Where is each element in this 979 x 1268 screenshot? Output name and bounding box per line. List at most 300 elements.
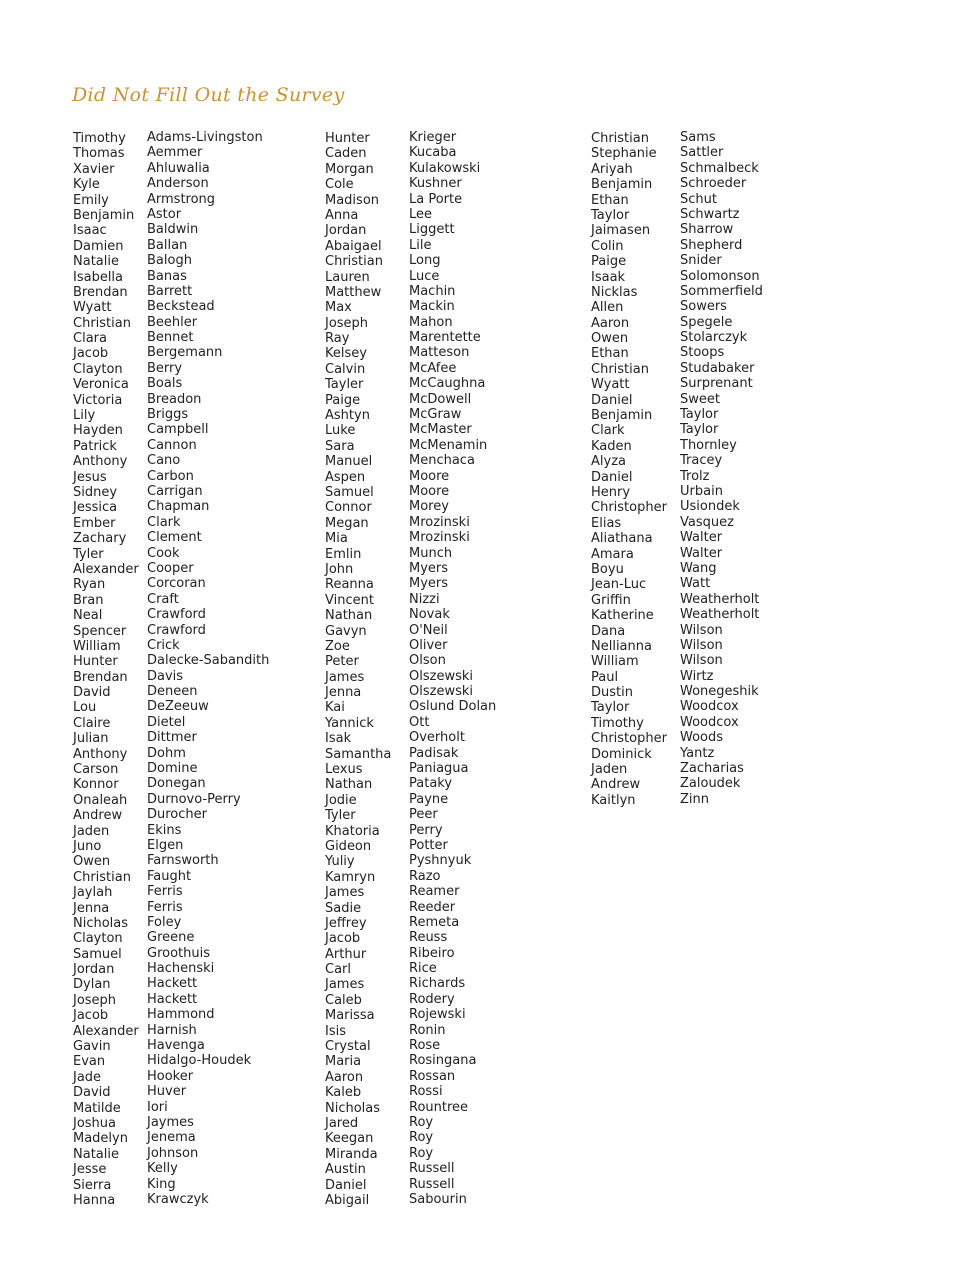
first-name: Sadie [325,900,362,916]
last-name: Kulakowski [409,160,481,176]
first-name: Emily [73,192,109,208]
last-name: Sabourin [409,1191,467,1207]
first-name: Jacob [73,1008,109,1024]
last-name: Stolarczyk [680,330,748,346]
last-name: Sams [680,130,716,145]
last-name: Munch [409,545,453,561]
first-name: Anthony [73,746,128,762]
last-name: Moore [409,483,450,499]
last-name: Woodcox [680,699,739,715]
first-name: Timothy [73,131,126,146]
last-name: Hooker [147,1068,194,1084]
first-name: Ashtyn [325,408,370,424]
last-name: Vasquez [680,514,734,530]
first-name: Wyatt [591,377,630,393]
first-name: Christopher [591,731,667,747]
first-name: Tayler [325,377,364,393]
last-name: Russell [409,1176,455,1192]
first-name: Arthur [325,946,367,962]
last-name: Lile [409,237,432,253]
last-name: King [147,1176,176,1192]
first-name: Max [325,300,352,316]
first-name: Juno [73,838,102,854]
last-name: Astor [147,206,182,222]
last-name: Novak [409,607,450,623]
last-name: Mahon [409,314,453,330]
last-name: Tracey [680,453,723,469]
first-name: Gavyn [325,623,367,639]
first-name: Nathan [325,608,373,624]
last-name: McAfee [409,360,457,376]
first-name: Tyler [325,808,356,824]
first-name: Christian [591,131,649,146]
last-name: Hachenski [147,961,215,977]
first-name: William [73,638,121,654]
last-name: Mrozinski [409,514,470,530]
first-name: Marissa [325,1008,375,1024]
last-name: Rountree [409,1099,469,1115]
last-name: Kelly [147,1161,178,1177]
last-name: Dietel [147,714,186,730]
last-name: Pyshnyuk [409,853,472,869]
last-name: Kucaba [409,145,457,161]
last-name: Woods [680,730,724,746]
first-name: Katherine [591,608,654,624]
column-1-first-names [73,131,139,1208]
last-name: Jaymes [147,1115,194,1130]
first-name: Carl [325,962,351,978]
first-name: Connor [325,500,372,516]
last-name: Ekins [147,822,182,838]
last-name: Banas [147,268,187,284]
first-name: Austin [325,1162,366,1178]
first-name: Ryan [73,577,106,593]
first-name: Daniel [591,469,633,485]
first-name: Jenna [325,685,362,701]
first-name: Peter [325,654,359,670]
last-name: Boals [147,376,183,392]
last-name: Clement [147,530,202,546]
last-name: Rosingana [409,1053,477,1069]
first-name: Joseph [73,992,117,1008]
last-name: Wang [680,560,717,576]
first-name: Benjamin [73,207,135,223]
last-name: Razo [409,868,441,884]
last-name: Stoops [680,345,725,361]
last-name: Deneen [147,684,198,700]
last-name: Wilson [680,622,723,638]
last-name: Beehler [147,314,198,330]
last-name: Campbell [147,422,209,438]
first-name: Abaigael [325,238,382,254]
last-name: Matteson [409,345,470,361]
first-name: James [325,885,365,901]
first-name: Benjamin [591,408,653,424]
first-name: Dominick [591,746,652,762]
last-name: Paniagua [409,761,469,777]
last-name: Liggett [409,222,455,238]
column-1-last-names [147,130,269,1207]
first-name: Vincent [325,592,374,608]
last-name: Nizzi [409,591,440,607]
last-name: Marentette [409,330,481,346]
first-name: David [73,1085,111,1101]
last-name: Mrozinski [409,530,470,546]
first-name: Lily [73,408,96,424]
first-name: Jesse [73,1162,107,1178]
first-name: Kelsey [325,346,367,362]
last-name: Hammond [147,1007,215,1023]
last-name: Schroeder [680,176,747,192]
first-name: Zoe [325,638,350,654]
first-name: Zachary [73,531,127,547]
last-name: Bennet [147,330,194,346]
first-name: Christian [73,869,131,885]
last-name: Padisak [409,745,459,761]
first-name: Stephanie [591,146,657,162]
last-name: Donegan [147,776,206,792]
first-name: Matthew [325,284,382,300]
first-name: Caden [325,146,367,162]
first-name: Jaylah [73,885,113,901]
first-name: Christian [73,315,131,331]
last-name: Sommerfield [680,283,763,299]
first-name: Yannick [325,715,374,731]
last-name: Wilson [680,653,723,669]
last-name: Hackett [147,991,198,1007]
first-name: Isis [325,1023,346,1039]
first-name: Ethan [591,192,629,208]
first-name: Natalie [73,254,119,270]
last-name: Zaloudek [680,776,741,792]
first-name: James [325,669,365,685]
first-name: Christian [325,254,383,270]
first-name: Kai [325,700,345,716]
last-name: Oslund Dolan [409,699,497,715]
last-name: Berry [147,360,183,376]
last-name: Watt [680,576,711,592]
last-name: Usiondek [680,499,740,515]
first-name: Paige [591,254,627,270]
first-name: Carson [73,762,119,778]
last-name: Rice [409,961,437,977]
last-name: Rose [409,1038,441,1054]
first-name: Christian [591,361,649,377]
first-name: Dana [591,623,626,639]
first-name: Mia [325,531,348,547]
first-name: Hunter [73,654,118,670]
last-name: Sharrow [680,222,734,238]
first-name: Jenna [73,900,110,916]
last-name: Chapman [147,499,210,515]
first-name: Calvin [325,361,366,377]
last-name: Pataky [409,776,453,792]
first-name: Konnor [73,777,119,793]
last-name: Menchaca [409,453,475,469]
last-name: Remeta [409,914,460,930]
first-name: Wyatt [73,300,112,316]
last-name: Zacharias [680,761,744,777]
last-name: Hidalgo-Houdek [147,1053,252,1069]
last-name: Olszewski [409,684,473,700]
first-name: Miranda [325,1146,378,1162]
last-name: Snider [680,253,722,269]
first-name: Nicholas [325,1100,381,1116]
last-name: McMaster [409,422,472,438]
first-name: Kyle [73,177,100,193]
last-name: Anderson [147,176,209,192]
last-name: Cooper [147,560,194,576]
first-name: Hanna [73,1192,116,1208]
first-name: Jessica [73,500,118,516]
last-name: Long [409,253,441,269]
last-name: Schwartz [680,206,740,222]
first-name: Anthony [73,454,128,470]
first-name: Ethan [591,346,629,362]
last-name: Kushner [409,176,462,192]
first-name: Kaleb [325,1085,362,1101]
last-name: Ahluwalia [147,160,210,176]
first-name: Tyler [73,546,104,562]
first-name: Samuel [325,484,374,500]
last-name: Weatherholt [680,591,760,607]
last-name: Russell [409,1161,455,1177]
column-2-last-names [409,130,496,1207]
last-name: McMenamin [409,437,488,453]
last-name: Wonegeshik [680,684,759,700]
last-name: Krieger [409,130,457,145]
last-name: Elgen [147,837,184,853]
last-name: Reeder [409,899,456,915]
first-name: Maria [325,1054,362,1070]
last-name: Craft [147,591,179,607]
last-name: Ferris [147,884,183,900]
first-name: Khatoria [325,823,380,839]
last-name: Corcoran [147,576,206,592]
last-name: Machin [409,283,456,299]
first-name: Reanna [325,577,374,593]
last-name: Lee [409,206,433,222]
last-name: Crick [147,637,180,653]
first-name: Lexus [325,762,363,778]
first-name: Elias [591,515,622,531]
last-name: Clark [147,514,181,530]
first-name: Clayton [73,361,123,377]
first-name: Sierra [73,1177,112,1193]
last-name: Groothuis [147,945,211,961]
first-name: Allen [591,300,624,316]
last-name: Sattler [680,145,724,161]
last-name: Briggs [147,407,189,423]
first-name: Lauren [325,269,370,285]
first-name: Joshua [73,1116,117,1131]
last-name: Roy [409,1115,434,1130]
first-name: Anna [325,207,359,223]
first-name: Paul [591,669,619,685]
first-name: Natalie [73,1146,119,1162]
first-name: Amara [591,546,634,562]
last-name: Richards [409,976,466,992]
last-name: Payne [409,791,449,807]
first-name: Aaron [325,1069,364,1085]
first-name: Nicholas [73,915,129,931]
last-name: Reuss [409,930,448,946]
last-name: Greene [147,930,195,946]
first-name: Dylan [73,977,111,993]
first-name: Jacob [325,931,361,947]
first-name: Isabella [73,269,124,285]
first-name: Cole [325,177,354,193]
last-name: Urbain [680,483,723,499]
first-name: Neal [73,608,103,624]
last-name: Myers [409,576,449,592]
first-name: Isaak [591,269,626,285]
last-name: Morey [409,499,449,515]
first-name: Crystal [325,1039,371,1055]
first-name: Ariyah [591,161,633,177]
last-name: Krawczyk [147,1191,209,1207]
last-name: Beckstead [147,299,215,315]
last-name: Ferris [147,899,183,915]
first-name: Jean-Luc [591,577,647,593]
first-name: Gavin [73,1039,111,1055]
first-name: Samantha [325,746,392,762]
first-name: Sidney [73,484,118,500]
last-name: Woodcox [680,714,739,730]
first-name: Clara [73,331,107,347]
last-name: Studabaker [680,360,755,376]
last-name: Baldwin [147,222,199,238]
last-name: Schut [680,191,717,207]
last-name: Oliver [409,637,448,653]
first-name: Hayden [73,423,123,439]
first-name: Ray [325,331,350,347]
first-name: Jeffrey [325,915,367,931]
first-name: Abigail [325,1192,370,1208]
first-name: Griffin [591,592,631,608]
last-name: Balogh [147,253,192,269]
last-name: Peer [409,807,438,823]
last-name: Reamer [409,884,460,900]
first-name: Jesus [73,469,107,485]
last-name: Ballan [147,237,188,253]
first-name: Jade [73,1069,102,1085]
first-name: Jordan [325,223,367,239]
first-name: Madelyn [73,1131,128,1147]
first-name: Megan [325,515,369,531]
last-name: Trolz [680,468,710,484]
first-name: Jaden [591,762,628,778]
last-name: Rojewski [409,1007,466,1023]
last-name: Wilson [680,637,723,653]
last-name: Roy [409,1130,434,1146]
first-name: Alexander [73,1023,139,1039]
last-name: Zinn [680,791,709,807]
first-name: Aaron [591,315,630,331]
last-name: Jenema [147,1130,196,1146]
first-name: Patrick [73,438,117,454]
first-name: Joseph [325,315,369,331]
first-name: Isaac [73,223,107,239]
first-name: Luke [325,423,356,439]
last-name: Breadon [147,391,202,407]
last-name: Armstrong [147,191,216,207]
first-name: Morgan [325,161,374,177]
first-name: Daniel [591,392,633,408]
first-name: Jared [325,1116,359,1131]
last-name: Solomonson [680,268,760,284]
first-name: Hunter [325,131,370,146]
first-name: Henry [591,484,631,500]
first-name: Spencer [73,623,127,639]
last-name: Ronin [409,1022,446,1038]
last-name: Yantz [680,745,715,761]
first-name: Owen [591,331,629,347]
first-name: Timothy [591,715,644,731]
last-name: Barrett [147,283,193,299]
last-name: Durocher [147,807,207,823]
first-name: James [325,977,365,993]
first-name: Thomas [73,146,125,162]
first-name: Veronica [73,377,129,393]
first-name: Jacob [73,346,109,362]
last-name: Schmalbeck [680,160,759,176]
last-name: Domine [147,761,198,777]
first-name: Paige [325,392,361,408]
first-name: Julian [73,731,109,747]
last-name: McCaughna [409,376,486,392]
last-name: Taylor [680,422,719,438]
last-name: Crawford [147,607,206,623]
first-name: Brendan [73,284,128,300]
last-name: Carrigan [147,483,203,499]
first-name: Andrew [591,777,641,793]
first-name: Aspen [325,469,366,485]
last-name: McGraw [409,407,462,423]
last-name: La Porte [409,191,463,207]
last-name: Crawford [147,622,206,638]
first-name: Isak [325,731,352,747]
first-name: Boyu [591,561,624,577]
first-name: Nellianna [591,638,652,654]
first-name: Clark [591,423,625,439]
last-name: Rossi [409,1084,443,1100]
last-name: O'Neil [409,622,448,638]
first-name: Nicklas [591,284,638,300]
first-name: Alexander [73,561,139,577]
first-name: Yuliy [325,854,355,870]
last-name: Rossan [409,1068,456,1084]
last-name: Cannon [147,437,197,453]
last-name: Cano [147,453,181,469]
last-name: Myers [409,560,449,576]
last-name: Aemmer [147,145,203,161]
first-name: Keegan [325,1131,374,1147]
last-name: Olson [409,653,446,669]
column-3-last-names [680,130,763,807]
last-name: Olszewski [409,668,473,684]
first-name: Aliathana [591,531,653,547]
last-name: Carbon [147,468,194,484]
first-name: Jodie [325,792,357,808]
first-name: Caleb [325,992,362,1008]
last-name: Iori [147,1099,168,1115]
last-name: Weatherholt [680,607,760,623]
first-name: Xavier [73,161,115,177]
last-name: Sowers [680,299,727,315]
last-name: Overholt [409,730,465,746]
first-name: Matilde [73,1100,121,1116]
